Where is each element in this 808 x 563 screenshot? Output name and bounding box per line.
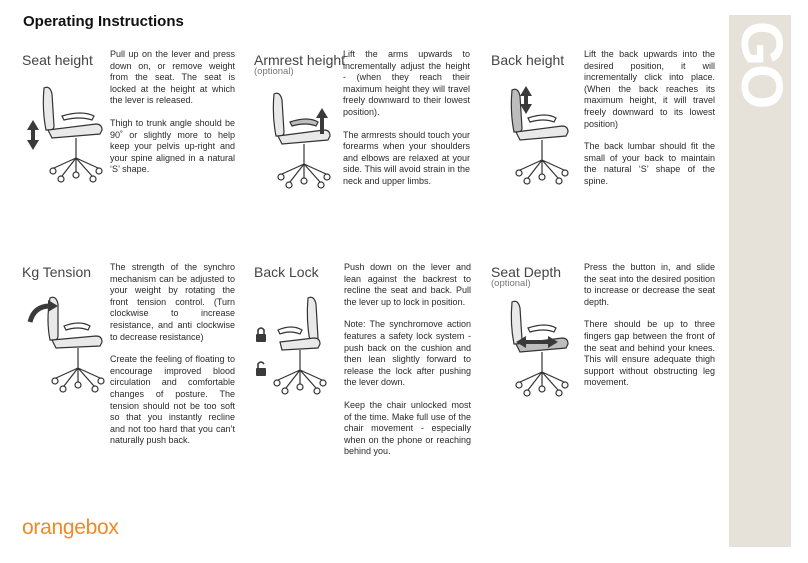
section-body <box>343 49 470 199</box>
page-title: Operating Instructions <box>23 13 184 30</box>
chair-seat-depth-illustration <box>490 296 580 406</box>
section-body <box>110 49 235 187</box>
chair-seat-height-illustration <box>22 80 112 190</box>
paragraph: Lift the arms upwards to incrementally adjust the height - (when they reach their maximum height they will travel freely downward to their lowest position). <box>343 49 470 117</box>
paragraph: Push down on the lever and lean against the backrest to recline the seat and back. Pull the lever up to lock in position. <box>344 262 471 307</box>
section-title: Armrest height <box>254 52 346 68</box>
section-title: Seat height <box>22 52 93 68</box>
section-body <box>344 262 471 469</box>
paragraph: Note: The synchromove action features a safety lock system - push back on the cushion and then lean slightly forward to release the lock after pushing the lever down. <box>344 319 471 388</box>
section-title: Back Lock <box>254 264 319 280</box>
brand-mark: GO <box>729 21 794 108</box>
section-body <box>584 49 715 199</box>
lock-icon <box>256 328 266 342</box>
section-title: Kg Tension <box>22 264 92 280</box>
section-title: Seat Depth <box>491 264 562 280</box>
section-body <box>110 262 235 458</box>
paragraph: Create the feeling of floating to encourage improved blood circulation and comfortable changes of posture. The tension should not be too soft so that you instantly recline and not too hard that you can’t naturally push back. <box>110 354 235 446</box>
paragraph: The armrests should touch your forearms when your shoulders and elbows are relaxed at your side. This will avoid strain in the neck and upper limbs. <box>343 129 470 186</box>
paragraph: Keep the chair unlocked most of the time. Make full use of the chair movement - especially when on the phone or reaching behind you. <box>344 399 471 457</box>
orangebox-logo: orangebox <box>22 516 119 539</box>
unlock-icon <box>256 362 266 376</box>
paragraph: The strength of the synchro mechanism can be adjusted to your weight by rotating the front tension control. (Turn clockwise to increase resistance, and anti clockwise to decrease resistance) <box>110 262 235 342</box>
paragraph: The back lumbar should fit the small of your back to maintain the natural ‘S’ shape of the spine. <box>584 141 715 186</box>
section-title: Back height <box>491 52 565 68</box>
chair-back-height-illustration <box>490 80 580 190</box>
section-subtitle: (optional) <box>491 278 531 289</box>
paragraph: Pull up on the lever and press down on, or remove weight from the seat. The seat is locked at the height at which the lever is released. <box>110 49 235 106</box>
paragraph: Press the button in, and slide the seat into the desired position to increase or decrease the seat depth. <box>584 262 715 307</box>
section-body <box>584 262 715 400</box>
paragraph: There should be up to three fingers gap between the front of the seat and behind your knees. This will ensure adequate thigh support without obstructing leg movement. <box>584 319 715 388</box>
chair-armrest-illustration <box>252 88 342 198</box>
paragraph: Lift the back upwards into the desired position, it will incrementally click into place. (When the back reaches its maximum height, it will travel freely downward to its lowest position) <box>584 49 715 129</box>
chair-tension-illustration <box>22 292 112 402</box>
chair-back-lock-illustration <box>252 292 342 402</box>
paragraph: Thigh to trunk angle should be 90˚ or slightly more to help keep your pelvis up-right and your spine aligned in a natural ‘S’ shape. <box>110 117 235 175</box>
section-subtitle: (optional) <box>254 66 294 77</box>
side-band <box>729 15 794 547</box>
